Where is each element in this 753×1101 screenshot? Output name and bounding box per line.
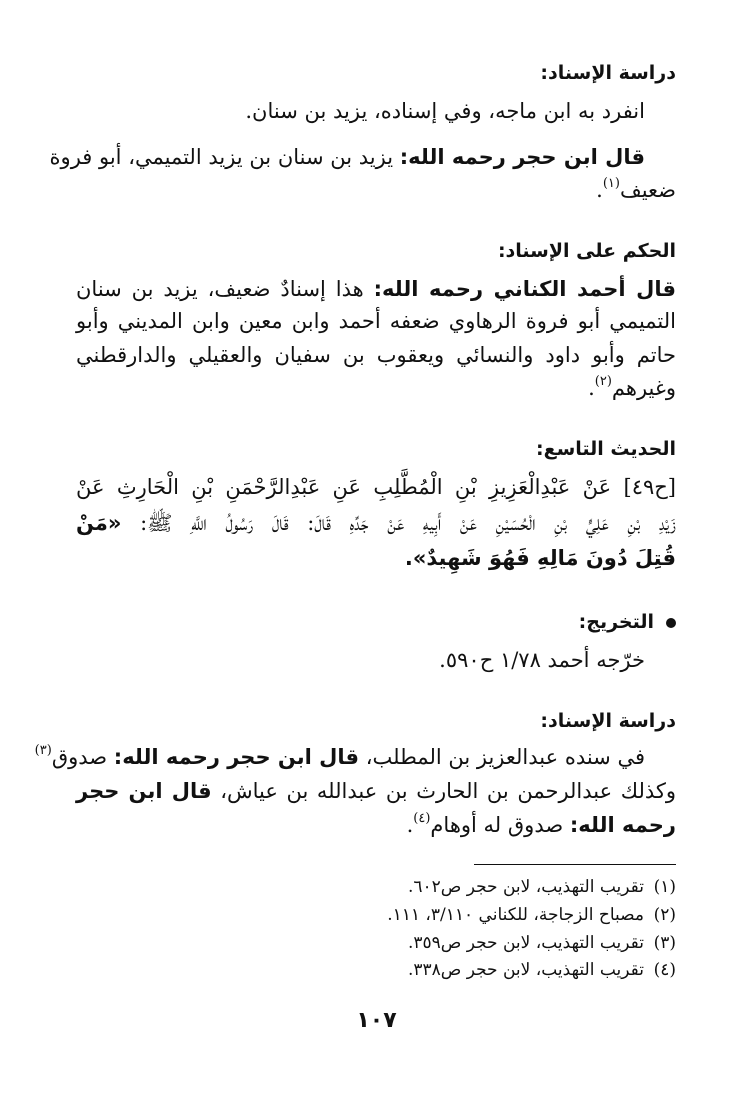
- bold-quote: قال أحمد الكناني رحمه الله:: [373, 277, 676, 301]
- footnote-text: تقريب التهذيب، لابن حجر ص٣٣٨.: [407, 960, 644, 980]
- footnote-item: [408, 962, 676, 979]
- bold-quote: قال ابن حجر رحمه الله:: [399, 145, 645, 169]
- footnote-text: تقريب التهذيب، لابن حجر ص٣٥٩.: [407, 933, 644, 953]
- quote-text: يزيد بن سنان بن يزيد التميمي، أبو فروة: [49, 145, 394, 169]
- hadith-matn: قُتِلَ دُونَ مَالِهِ فَهُوَ شَهِيدٌ».: [404, 546, 676, 570]
- footnote-number: (١): [653, 877, 676, 897]
- takhrij-text: خرّجه أحمد ١/٧٨ ح٥٩٠.: [439, 648, 645, 672]
- footnote-number: (٣): [653, 933, 676, 953]
- section-heading: دراسة الإسناد:: [540, 62, 676, 84]
- footnote-item: [387, 907, 676, 924]
- footnote-ref: (٤): [413, 811, 431, 826]
- quote-text: وغيرهم: [611, 376, 676, 400]
- footnote-ref: (١): [602, 176, 620, 191]
- text: صدوق له أوهام: [430, 813, 564, 837]
- section-heading: الحديث التاسع:: [536, 438, 676, 460]
- footnote-ref: (٢): [594, 374, 612, 389]
- bullet-icon: [666, 618, 676, 628]
- paragraph-line: [34, 743, 645, 769]
- paragraph-line: [76, 279, 676, 300]
- end-dot: .: [406, 813, 414, 837]
- paragraph-line: [50, 147, 645, 168]
- hadith-matn: «مَنْ: [76, 511, 122, 535]
- footnote-number: (٢): [653, 905, 676, 925]
- end-dot: .: [588, 376, 595, 400]
- hadith-line: [76, 513, 676, 534]
- paragraph-line: انفرد به ابن ماجه، وفي إسناده، يزيد بن سنان.: [245, 99, 645, 123]
- text: وكذلك عبدالرحمن بن الحارث بن عبدالله بن عياش،: [220, 779, 677, 803]
- text: في سنده عبدالعزيز بن المطلب،: [365, 745, 645, 769]
- end-dot: .: [596, 178, 603, 202]
- text: صدوق: [51, 745, 108, 769]
- footnote-item: [408, 879, 676, 896]
- paragraph-line: [76, 781, 676, 802]
- section-heading: الحكم على الإسناد:: [497, 240, 676, 262]
- bold-quote: قال ابن حجر رحمه الله:: [113, 745, 360, 769]
- paragraph-line: حاتم وأبو داود والنسائي ويعقوب بن سفيان والعقيلي والدارقطني: [76, 343, 676, 367]
- footnote-text: مصباح الزجاجة، للكناني ٣/١١٠، ١١١.: [387, 905, 644, 925]
- paragraph-line: [406, 811, 676, 837]
- footnote-divider: [474, 864, 676, 865]
- takhrij-heading: [579, 613, 676, 632]
- section-heading: دراسة الإسناد:: [540, 710, 676, 732]
- quote-text: ضعيف: [619, 178, 676, 202]
- paragraph-line: [596, 176, 676, 202]
- takhrij-label: التخريج:: [578, 611, 654, 633]
- hadith-line: [ح٤٩] عَنْ عَبْدِالْعَزِيزِ بْنِ الْمُطَّلِبِ عَنِ عَبْدِالرَّحْمَنِ بْنِ الْحَارِثِ عَنْ: [76, 475, 676, 499]
- paragraph-line: التميمي أبو فروة الرهاوي ضعفه أحمد وابن معين وابن المديني وأبو: [76, 309, 676, 333]
- footnote-item: [408, 935, 676, 952]
- footnote-number: (٤): [653, 960, 676, 980]
- bold-quote: قال ابن حجر: [76, 779, 212, 803]
- footnote-text: تقريب التهذيب، لابن حجر ص٦٠٢.: [407, 877, 644, 897]
- quote-text: هذا إسنادٌ ضعيف، يزيد بن سنان: [76, 277, 364, 301]
- hadith-text: زَيْدِ بْنِ عَلِيٍّ بْنِ الْحُسَيْنِ عَنْ أَبِيهِ عَنْ جَدِّهِ قَالَ: قَالَ رَسُولُ اللَّهِ ﷺ:: [140, 511, 677, 535]
- page-number: ١٠٧: [356, 1008, 397, 1033]
- footnote-ref: (٣): [34, 743, 52, 758]
- paragraph-line: [588, 374, 676, 400]
- bold-quote: رحمه الله:: [569, 813, 676, 837]
